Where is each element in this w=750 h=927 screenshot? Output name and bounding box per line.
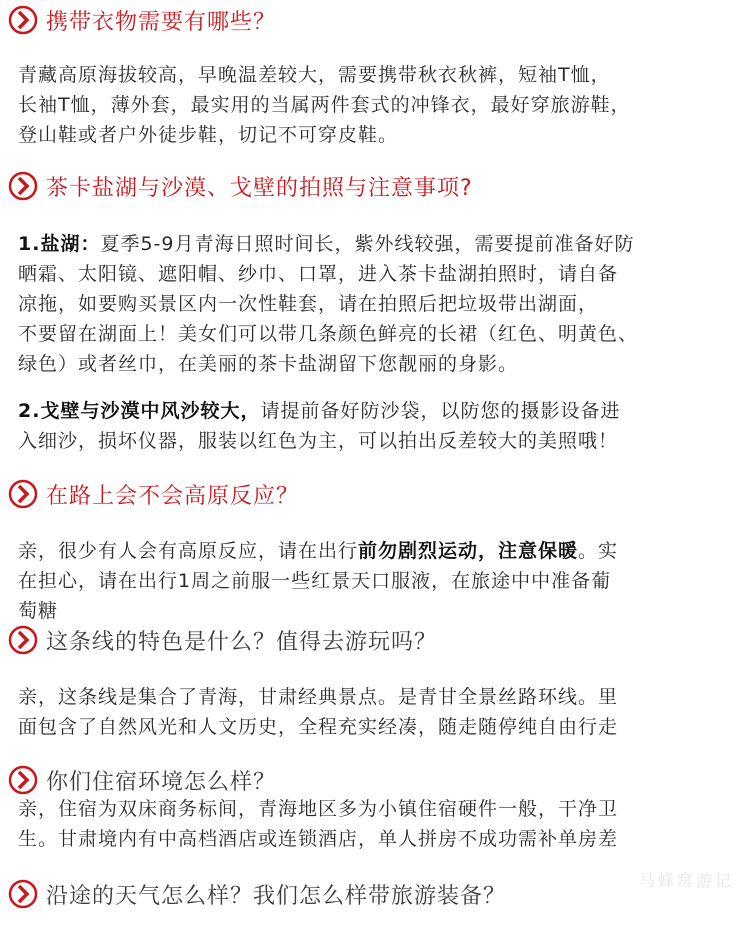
red-circle-chevron-icon — [8, 5, 38, 35]
item-lead: 2.戈壁与沙漠中风沙较大， — [18, 400, 261, 422]
paragraph-line: 入细沙，损坏仪器，服装以红色为主，可以拍出反差较大的美照哦！ — [18, 430, 619, 452]
paragraph-line: 绿色）或者丝巾，在美丽的茶卡盐湖留下您靓丽的身影。 — [18, 353, 519, 375]
section-body-lodging — [18, 794, 744, 854]
section-body-route-features — [18, 682, 744, 742]
section-title: 携带衣物需要有哪些？ — [46, 9, 277, 35]
paragraph-line-cut: 萄糖 — [18, 600, 59, 622]
section-body-salt-lake — [18, 229, 744, 379]
section-heading-weather — [8, 878, 506, 910]
paragraph-line: 在担心，请在出行1周之前服一些红景天口服液，在旅途中中准备葡 — [18, 570, 612, 592]
paragraph-line: 青藏高原海拔较高，早晚温差较大，需要携带秋衣秋裤，短袖T恤， — [18, 64, 611, 86]
red-circle-chevron-icon — [8, 879, 38, 909]
paragraph-line: 登山鞋或者户外徒步鞋，切记不可穿皮鞋。 — [18, 124, 399, 146]
section-title: 你们住宿环境怎么样？ — [46, 769, 277, 795]
section-heading-clothing — [8, 4, 276, 36]
paragraph-line: 不要留在湖面上！美女们可以带几条颜色鲜亮的长裙（红色、明黄色、 — [18, 323, 639, 345]
red-circle-chevron-icon — [8, 765, 38, 795]
paragraph-line: 2.戈壁与沙漠中风沙较大，请提前备好防沙袋，以防您的摄影设备进 — [18, 400, 621, 422]
watermark: 马蜂窝游记 — [638, 871, 734, 890]
paragraph-line: 晒霜、太阳镜、遮阳帽、纱巾、口罩，进入茶卡盐湖拍照时，请自备 — [18, 263, 619, 285]
section-heading-route-features — [8, 624, 437, 656]
paragraph-line: 亲，这条线是集合了青海，甘肃经典景点。是青甘全景丝路环线。里 — [18, 686, 619, 708]
paragraph-line: 生。甘肃境内有中高档酒店或连锁酒店，单人拼房不成功需补单房差 — [18, 828, 619, 850]
paragraph-line: 凉拖，如要购买景区内一次性鞋套，请在拍照后把垃圾带出湖面， — [18, 293, 599, 315]
section-title: 茶卡盐湖与沙漠、戈壁的拍照与注意事项? — [46, 175, 473, 201]
section-body-desert — [18, 396, 744, 456]
section-body-clothing — [18, 60, 744, 150]
red-circle-chevron-icon — [8, 625, 38, 655]
section-title: 在路上会不会高原反应？ — [46, 483, 300, 509]
section-body-altitude — [18, 536, 744, 622]
section-title: 这条线的特色是什么？值得去游玩吗？ — [46, 629, 438, 655]
paragraph-line: 长袖T恤，薄外套，最实用的当属两件套式的冲锋衣，最好穿旅游鞋， — [18, 94, 631, 116]
paragraph-line: 面包含了自然风光和人文历史，全程充实经凑，随走随停纯自由行走 — [18, 716, 619, 738]
red-circle-chevron-icon — [8, 479, 38, 509]
red-circle-chevron-icon — [8, 171, 38, 201]
paragraph-line: 1.盐湖：夏季5-9月青海日照时间长，紫外线较强，需要提前准备好防 — [18, 233, 635, 255]
section-title: 沿途的天气怎么样？我们怎么样带旅游装备？ — [46, 883, 507, 909]
section-heading-lodging — [8, 764, 276, 796]
paragraph-line: 亲，很少有人会有高原反应，请在出行前勿剧烈运动，注意保暖。实 — [18, 540, 619, 562]
section-heading-photo-tips — [8, 170, 473, 202]
section-heading-altitude — [8, 478, 299, 510]
item-lead: 1.盐湖： — [18, 233, 101, 255]
paragraph-line: 亲，住宿为双床商务标间，青海地区多为小镇住宿硬件一般，干净卫 — [18, 798, 619, 820]
